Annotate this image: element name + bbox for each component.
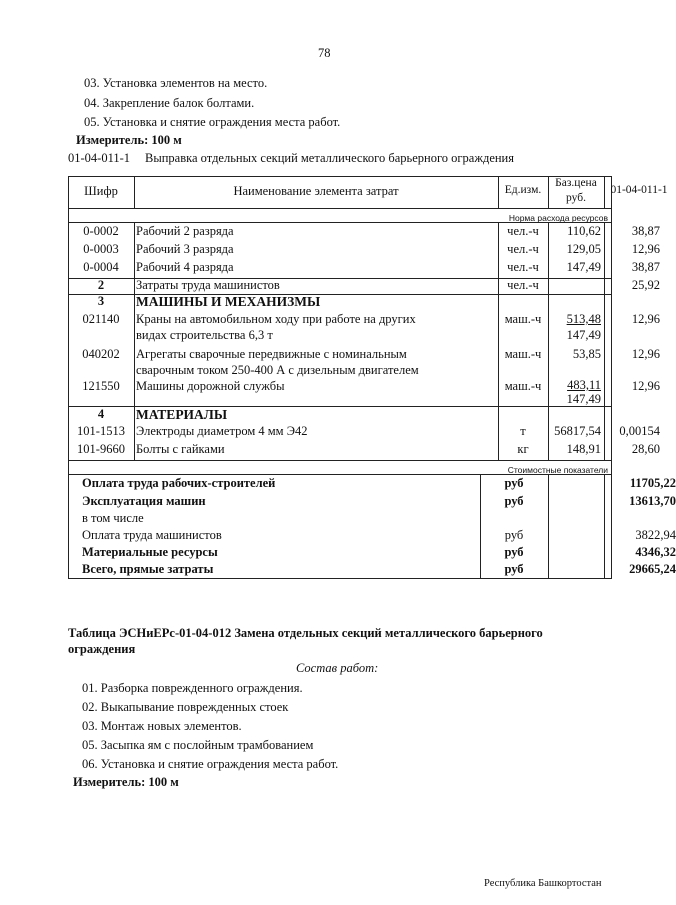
header-code: Шифр <box>84 184 118 198</box>
table-row <box>68 378 660 406</box>
row-name: Машины дорожной службы <box>136 379 285 393</box>
resource-table <box>68 176 676 578</box>
page-number: 78 <box>318 46 331 60</box>
machines-group <box>68 294 660 406</box>
work-step: 02. Выкапывание поврежденных стоек <box>82 700 289 714</box>
summary-value: 13613,70 <box>629 494 676 508</box>
summary-label: в том числе <box>82 511 144 525</box>
header-price-line2: руб. <box>566 192 586 204</box>
row-norm: 12,96 <box>631 379 660 393</box>
cost-note: Стоимостные показатели <box>507 465 608 475</box>
row-unit: кг <box>517 442 529 456</box>
table-row <box>68 442 660 459</box>
table-row <box>68 260 660 278</box>
section-heading: МАТЕРИАЛЫ <box>136 407 228 422</box>
row-norm: 0,00154 <box>619 424 660 438</box>
summary-value: 29665,24 <box>629 562 676 576</box>
row-unit: маш.-ч <box>504 379 542 393</box>
summary-value: 11705,22 <box>629 476 676 490</box>
row-norm: 38,87 <box>631 260 660 274</box>
work-step: 06. Установка и снятие ограждения места работ. <box>82 757 339 771</box>
work-step: 03. Монтаж новых элементов. <box>82 719 242 733</box>
section-code: 3 <box>97 294 105 308</box>
row-price: 53,85 <box>572 347 601 361</box>
summary-unit: руб <box>504 528 524 542</box>
row-name: Болты с гайками <box>136 442 225 456</box>
table2-title-cont: ограждения <box>68 642 136 656</box>
work-step: 01. Разборка поврежденного ограждения. <box>82 681 303 695</box>
row-unit: чел.-ч <box>507 242 539 256</box>
table-row <box>68 346 660 378</box>
summary-label: Всего, прямые затраты <box>82 562 214 576</box>
row-name-line2: сварочным током 250-400 А с дизельным двигателем <box>136 363 419 377</box>
row-price-line1: 483,11 <box>567 378 601 392</box>
summary-row <box>68 562 676 578</box>
row-name: Рабочий 2 разряда <box>136 224 234 238</box>
table-row <box>68 311 660 343</box>
work-step: 03. Установка элементов на место. <box>84 76 268 90</box>
header-unit: Ед.изм. <box>504 184 542 196</box>
row-norm: 25,92 <box>631 278 660 292</box>
summary-unit: руб <box>504 494 524 508</box>
row-code: 121550 <box>82 379 120 393</box>
summary-label: Оплата труда машинистов <box>82 528 222 542</box>
header-norm: 01-04-011-1 <box>610 184 668 196</box>
table-row <box>68 424 660 441</box>
summary-row <box>68 511 612 528</box>
summary-row <box>68 528 676 545</box>
table-row <box>68 278 660 294</box>
row-price-line2: 147,49 <box>566 392 601 406</box>
table-header <box>68 176 668 208</box>
row-norm: 12,96 <box>631 242 660 256</box>
meter-label: Измеритель: 100 м <box>76 133 182 147</box>
materials-group <box>68 406 660 460</box>
row-code: 040202 <box>82 347 120 361</box>
row-price: 147,49 <box>566 260 601 274</box>
summary-row <box>68 494 676 511</box>
table-row <box>68 242 660 260</box>
row-unit: т <box>520 424 526 438</box>
row-norm: 28,60 <box>631 442 660 456</box>
norm-note-row <box>68 208 612 222</box>
section-row <box>68 407 612 424</box>
summary-unit: руб <box>504 545 524 559</box>
section-code: 01-04-011-1 <box>68 151 131 165</box>
work-step: 05. Установка и снятие ограждения места работ. <box>84 115 341 129</box>
table2-title: Таблица ЭСНиЕРс-01-04-012 Замена отдельных секций металлического барьерного <box>68 626 543 640</box>
row-price <box>548 378 604 406</box>
row-price: 56817,54 <box>554 424 601 438</box>
summary-unit: руб <box>504 562 524 576</box>
row-code: 2 <box>97 278 105 292</box>
row-name-line1: Агрегаты сварочные передвижные с номинальным <box>136 347 407 361</box>
section-heading: МАШИНЫ И МЕХАНИЗМЫ <box>136 294 321 309</box>
row-price-line1: 513,48 <box>566 312 601 326</box>
row-price: 110,62 <box>567 224 601 238</box>
row-unit: чел.-ч <box>507 260 539 274</box>
summary-row <box>68 545 676 562</box>
row-unit: чел.-ч <box>507 224 539 238</box>
row-unit: маш.-ч <box>504 312 542 326</box>
work-step: 04. Закрепление балок болтами. <box>84 96 255 110</box>
norm-note: Норма расхода ресурсов <box>508 213 608 223</box>
workers-group <box>68 222 660 278</box>
cost-note-row <box>68 460 612 474</box>
works-heading: Состав работ: <box>296 661 379 675</box>
footer-region: Республика Башкортостан <box>484 878 602 889</box>
row-norm: 38,87 <box>631 224 660 238</box>
row-name <box>134 346 498 378</box>
row-name <box>134 311 498 343</box>
row-unit: чел.-ч <box>507 278 539 292</box>
summary-label: Материальные ресурсы <box>82 545 218 559</box>
row-code: 021140 <box>82 312 120 326</box>
header-price-line1: Баз.цена <box>555 177 597 189</box>
row-code: 0-0004 <box>83 260 119 274</box>
row-norm: 12,96 <box>631 312 660 326</box>
summary-unit: руб <box>504 476 524 490</box>
summary-value: 4346,32 <box>635 545 676 559</box>
row-price: 129,05 <box>566 242 601 256</box>
work-step: 05. Засыпка ям с послойным трамбованием <box>82 738 314 752</box>
section-code: 4 <box>97 407 105 421</box>
row-name-line2: видах строительства 6,3 т <box>136 328 273 342</box>
row-code: 101-1513 <box>77 424 125 438</box>
summary-value: 3822,94 <box>635 528 676 542</box>
header-name: Наименование элемента затрат <box>233 184 399 198</box>
row-name: Рабочий 4 разряда <box>136 260 234 274</box>
summary-label: Оплата труда рабочих-строителей <box>82 476 276 490</box>
row-price <box>548 278 604 294</box>
row-code: 0-0002 <box>83 224 119 238</box>
row-name: Затраты труда машинистов <box>136 278 280 292</box>
table-row <box>68 224 660 242</box>
row-name: Электроды диаметром 4 мм Э42 <box>136 424 308 438</box>
row-name: Рабочий 3 разряда <box>136 242 234 256</box>
row-price <box>548 311 604 343</box>
summary-label: Эксплуатация машин <box>82 494 206 508</box>
meter-label: Измеритель: 100 м <box>73 775 179 789</box>
row-unit: маш.-ч <box>504 347 542 361</box>
row-norm: 12,96 <box>631 347 660 361</box>
row-code: 0-0003 <box>83 242 119 256</box>
row-price-line2: 147,49 <box>566 328 601 342</box>
section-title: Выправка отдельных секций металлического барьерного ограждения <box>145 151 514 165</box>
row-price: 148,91 <box>566 442 601 456</box>
row-name-line1: Краны на автомобильном ходу при работе на других <box>136 312 416 326</box>
section-row <box>68 294 612 310</box>
summary-group <box>68 474 676 578</box>
summary-row <box>68 476 676 493</box>
header-price <box>548 176 604 208</box>
row-code: 101-9660 <box>77 442 125 456</box>
